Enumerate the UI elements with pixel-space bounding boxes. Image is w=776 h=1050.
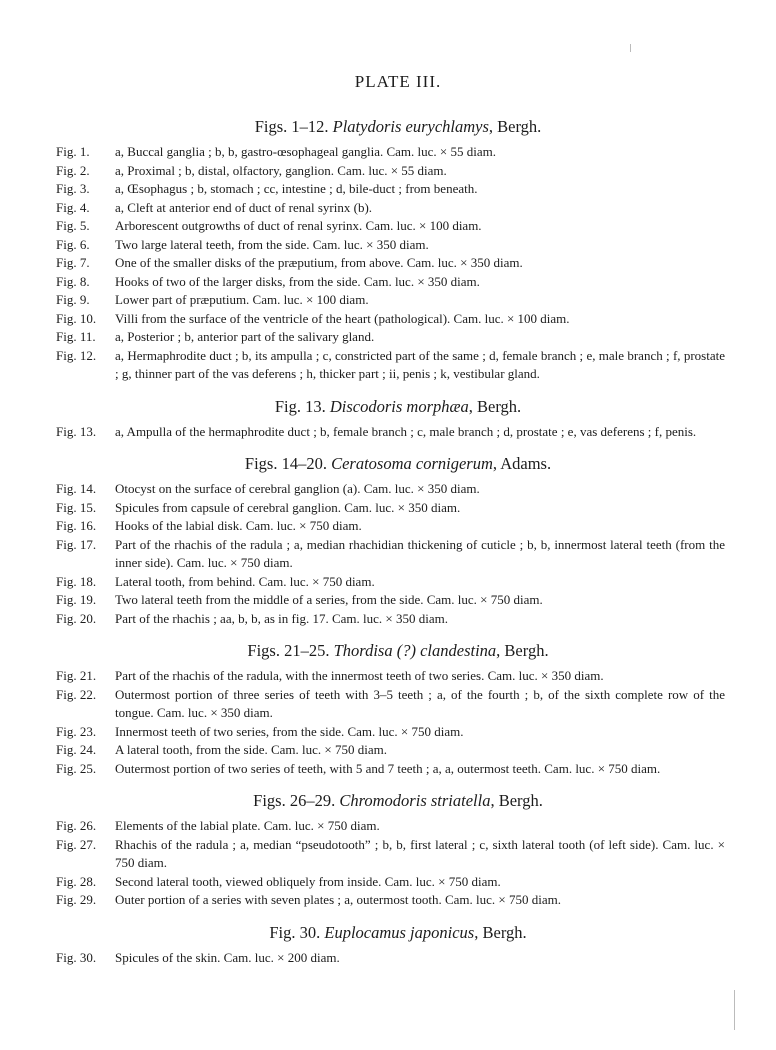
- figure-description: a, Buccal ganglia ; b, b, gastro-œsophageal ganglia. Cam. luc. × 55 diam.: [115, 144, 496, 159]
- figure-entry: [0, 723, 776, 742]
- figure-section: [0, 453, 776, 640]
- section-heading: [0, 640, 776, 662]
- figure-entry: [0, 836, 776, 873]
- figure-entry: [0, 536, 776, 573]
- figure-number: Fig. 5.: [56, 218, 90, 233]
- figure-description: Part of the rhachis of the radula, with the innermost teeth of two series. Cam. luc. × 350 diam.: [115, 668, 604, 683]
- figure-entry: [0, 180, 776, 199]
- figure-number: Fig. 20.: [56, 610, 97, 626]
- figure-number: Fig. 6.: [56, 236, 90, 252]
- figure-description: Lateral tooth, from behind. Cam. luc. × 750 diam.: [115, 573, 375, 589]
- figure-number: Fig. 16.: [56, 518, 97, 533]
- figure-description: Part of the rhachis of the radula ; a, median rhachidian thickening of cuticle ; b, b, innermost lateral teeth (from the inner side). Cam. luc. × 750 diam.: [115, 536, 725, 570]
- figure-number: Fig. 15.: [56, 499, 97, 515]
- figure-number: Fig. 28.: [56, 873, 97, 889]
- figure-number: Fig. 17.: [56, 536, 97, 552]
- section-species-name: Discodoris morphæa: [329, 396, 469, 416]
- figure-entry: [0, 873, 776, 892]
- figure-entry: [0, 891, 776, 910]
- figure-section: [0, 396, 776, 454]
- figure-entry: [0, 423, 776, 442]
- figure-number: Fig. 27.: [56, 836, 97, 852]
- figure-entry: [0, 949, 776, 968]
- section-species-name: Euplocamus japonicus: [324, 922, 475, 942]
- figure-description: Innermost teeth of two series, from the side. Cam. luc. × 750 diam.: [115, 723, 464, 739]
- figure-entry: [0, 162, 776, 181]
- figure-description: Otocyst on the surface of cerebral ganglion (a). Cam. luc. × 350 diam.: [115, 481, 480, 496]
- plate-title: PLATE III.: [354, 72, 442, 91]
- figure-description: Villi from the surface of the ventricle of the heart (pathological). Cam. luc. × 100 diam.: [115, 310, 570, 326]
- section-author: , Adams.: [492, 454, 552, 473]
- figure-description: Arborescent outgrowths of duct of renal syrinx. Cam. luc. × 100 diam.: [115, 218, 482, 233]
- figure-entry: [0, 667, 776, 686]
- figure-entry: [0, 254, 776, 273]
- figure-entry: [0, 291, 776, 310]
- figure-entry: [0, 143, 776, 162]
- figure-number: Fig. 26.: [56, 818, 97, 833]
- section-gap: [0, 441, 776, 453]
- margin-mark: [630, 44, 631, 52]
- figure-number: Fig. 3.: [56, 181, 90, 196]
- figure-number: Fig. 18.: [56, 573, 97, 589]
- figure-entry: [0, 741, 776, 760]
- section-figure-range: Figs. 21–25.: [247, 641, 330, 660]
- section-author: , Bergh.: [496, 641, 549, 660]
- figure-description: Hooks of two of the larger disks, from the side. Cam. luc. × 350 diam.: [115, 273, 480, 289]
- figure-description: Lower part of præputium. Cam. luc. × 100 diam.: [115, 292, 369, 307]
- figure-number: Fig. 30.: [56, 949, 97, 965]
- figure-section: [0, 640, 776, 790]
- figure-description: One of the smaller disks of the præputium, from above. Cam. luc. × 350 diam.: [115, 255, 523, 270]
- figure-entry: [0, 760, 776, 779]
- figure-entry: [0, 610, 776, 629]
- figure-description: Spicules from capsule of cerebral ganglion. Cam. luc. × 350 diam.: [115, 499, 461, 515]
- figure-number: Fig. 9.: [56, 292, 90, 307]
- figure-description: Spicules of the skin. Cam. luc. × 200 diam.: [115, 949, 340, 965]
- section-gap: [0, 778, 776, 790]
- figure-number: Fig. 12.: [56, 347, 97, 363]
- figure-number: Fig. 23.: [56, 723, 97, 739]
- figure-description: a, Proximal ; b, distal, olfactory, ganglion. Cam. luc. × 55 diam.: [115, 162, 447, 178]
- figure-entry: [0, 480, 776, 499]
- section-heading: [0, 922, 776, 944]
- figure-description: Outermost portion of two series of teeth, with 5 and 7 teeth ; a, a, outermost teeth. Cam. luc. × 750 diam.: [115, 760, 661, 776]
- section-figure-range: Figs. 1–12.: [254, 117, 329, 136]
- figure-number: Fig. 4.: [56, 199, 90, 215]
- figure-number: Fig. 25.: [56, 760, 97, 776]
- section-heading: [0, 116, 776, 138]
- figure-description: a, Ampulla of the hermaphrodite duct ; b, female branch ; c, male branch ; d, prostate ; e, vas deferens ; f, penis.: [115, 423, 697, 439]
- figure-entry: [0, 236, 776, 255]
- figure-entry: [0, 517, 776, 536]
- figure-entry: [0, 328, 776, 347]
- figure-entry: [0, 273, 776, 292]
- figure-number: Fig. 1.: [56, 144, 90, 159]
- section-author: , Bergh.: [488, 117, 542, 136]
- section-species-name: Platydoris eurychlamys: [332, 117, 489, 136]
- figure-description: a, Œsophagus ; b, stomach ; cc, intestine ; d, bile-duct ; from beneath.: [115, 181, 478, 196]
- figure-number: Fig. 14.: [56, 481, 97, 496]
- figure-entry: [0, 217, 776, 236]
- section-gap: [0, 384, 776, 396]
- section-figure-range: Figs. 26–29.: [253, 791, 336, 810]
- plate-explanation: [0, 116, 776, 967]
- figure-entry: [0, 310, 776, 329]
- section-gap: [0, 628, 776, 640]
- figure-number: Fig. 7.: [56, 255, 90, 270]
- figure-description: Elements of the labial plate. Cam. luc. × 750 diam.: [115, 818, 380, 833]
- figure-description: Outermost portion of three series of teeth with 3–5 teeth ; a, of the fourth ; b, of the sixth complete row of the tongue. Cam. luc. × 350 diam.: [115, 686, 725, 720]
- figure-entry: [0, 347, 776, 384]
- figure-entry: [0, 573, 776, 592]
- figure-number: Fig. 2.: [56, 162, 90, 178]
- figure-description: Part of the rhachis ; aa, b, b, as in fig. 17. Cam. luc. × 350 diam.: [115, 610, 448, 626]
- margin-mark: [734, 990, 735, 1030]
- section-gap: [0, 910, 776, 922]
- section-figure-range: Figs. 14–20.: [244, 454, 327, 473]
- figure-number: Fig. 10.: [56, 310, 97, 326]
- section-author: , Bergh.: [468, 396, 522, 416]
- figure-description: a, Hermaphrodite duct ; b, its ampulla ; c, constricted part of the same ; d, female branch ; e, male branch ; f, prostate ; g, thinner part of the vas deferens ; h, thicker part ; ii, penis ; k, vestibular gland.: [115, 347, 725, 381]
- figure-description: Two lateral teeth from the middle of a series, from the side. Cam. luc. × 750 diam.: [115, 592, 543, 607]
- figure-number: Fig. 29.: [56, 892, 97, 907]
- figure-number: Fig. 8.: [56, 273, 90, 289]
- figure-section: [0, 116, 776, 396]
- section-species-name: Chromodoris striatella: [339, 791, 491, 810]
- figure-section: [0, 922, 776, 968]
- figure-number: Fig. 13.: [56, 423, 97, 439]
- figure-description: Rhachis of the radula ; a, median “pseudotooth” ; b, b, first lateral ; c, sixth lateral tooth (of left side). Cam. luc. × 750 diam.: [115, 836, 725, 870]
- figure-section: [0, 790, 776, 922]
- figure-entry: [0, 499, 776, 518]
- figure-entry: [0, 199, 776, 218]
- figure-entry: [0, 686, 776, 723]
- figure-description: Outer portion of a series with seven plates ; a, outermost tooth. Cam. luc. × 750 diam.: [115, 892, 561, 907]
- figure-number: Fig. 24.: [56, 742, 97, 757]
- figure-entry: [0, 591, 776, 610]
- figure-description: A lateral tooth, from the side. Cam. luc. × 750 diam.: [115, 742, 387, 757]
- figure-description: Second lateral tooth, viewed obliquely from inside. Cam. luc. × 750 diam.: [115, 873, 501, 889]
- figure-number: Fig. 11.: [56, 329, 96, 344]
- figure-description: Hooks of the labial disk. Cam. luc. × 750 diam.: [115, 518, 362, 533]
- section-heading: [0, 790, 776, 812]
- section-heading: [0, 453, 776, 475]
- figure-number: Fig. 19.: [56, 592, 97, 607]
- figure-description: Two large lateral teeth, from the side. Cam. luc. × 350 diam.: [115, 236, 429, 252]
- figure-number: Fig. 21.: [56, 668, 97, 683]
- section-author: , Bergh.: [474, 922, 527, 942]
- figure-description: a, Posterior ; b, anterior part of the salivary gland.: [115, 329, 375, 344]
- figure-description: a, Cleft at anterior end of duct of renal syrinx (b).: [115, 199, 373, 215]
- section-heading: [0, 396, 776, 418]
- section-species-name: Ceratosoma cornigerum: [331, 454, 493, 473]
- section-figure-range: Fig. 30.: [269, 922, 321, 942]
- figure-entry: [0, 817, 776, 836]
- section-figure-range: Fig. 13.: [274, 396, 326, 416]
- section-author: , Bergh.: [490, 791, 543, 810]
- section-species-name: Thordisa (?) clandestina: [333, 641, 497, 660]
- figure-number: Fig. 22.: [56, 686, 97, 702]
